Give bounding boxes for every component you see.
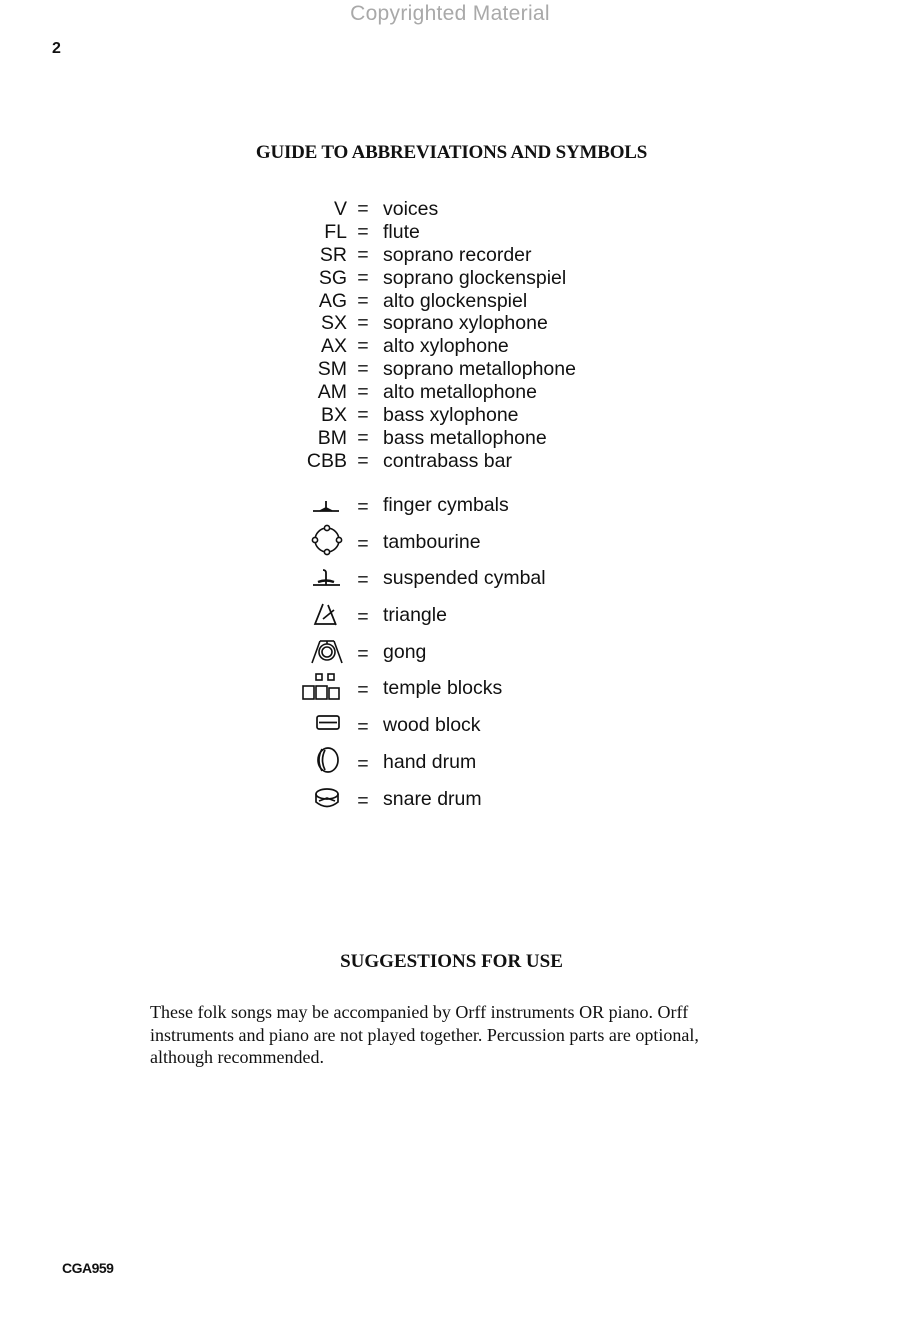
equals-sign: =	[357, 381, 369, 404]
abbreviation-row	[0, 290, 900, 313]
wood-block-icon	[296, 706, 356, 740]
abbreviation-row	[0, 244, 900, 267]
tambourine-icon	[296, 523, 356, 557]
equals-sign: =	[357, 496, 369, 518]
guide-title: GUIDE TO ABBREVIATIONS AND SYMBOLS	[255, 142, 648, 163]
symbol-meaning: tambourine	[383, 530, 481, 553]
equals-sign: =	[357, 198, 369, 220]
abbreviation-row	[0, 404, 900, 427]
abbreviation-code: AX	[320, 335, 347, 358]
suggestions-paragraph	[150, 1001, 790, 1069]
equals-sign: =	[357, 449, 369, 472]
abbreviation-meaning: bass metallophone	[383, 426, 547, 449]
catalog-code: CGA959	[62, 1260, 114, 1276]
triangle-icon	[296, 596, 356, 630]
symbol-row	[0, 524, 900, 561]
symbol-meaning: snare drum	[383, 787, 482, 810]
abbreviation-list	[0, 198, 900, 473]
abbreviation-code: SX	[320, 312, 347, 335]
suspended-cymbal-icon	[296, 559, 356, 593]
symbol-meaning: triangle	[383, 604, 447, 627]
symbol-meaning: temple blocks	[383, 677, 503, 700]
symbol-meaning: hand drum	[383, 750, 477, 773]
symbol-row	[0, 744, 900, 781]
abbreviation-row	[0, 427, 900, 450]
symbol-row	[0, 487, 900, 524]
abbreviation-meaning: soprano glockenspiel	[383, 266, 567, 289]
suggestions-title: SUGGESTIONS FOR USE	[340, 951, 563, 972]
abbreviation-code: SM	[317, 358, 347, 381]
abbreviation-meaning: flute	[383, 220, 420, 243]
abbreviation-row	[0, 358, 900, 381]
abbreviation-meaning: soprano metallophone	[383, 358, 576, 381]
suggestions-line: although recommended.	[150, 1047, 324, 1067]
abbreviation-code: SG	[318, 266, 347, 289]
symbol-row	[0, 597, 900, 634]
suggestions-line: instruments and piano are not played together. Percussion parts are optional,	[150, 1024, 699, 1045]
symbol-meaning: gong	[383, 640, 427, 663]
equals-sign: =	[357, 679, 369, 702]
symbol-meaning: finger cymbals	[383, 494, 509, 516]
temple-blocks-icon	[296, 669, 356, 703]
equals-sign: =	[357, 569, 369, 592]
equals-sign: =	[357, 312, 369, 335]
abbreviation-meaning: contrabass bar	[383, 449, 512, 472]
equals-sign: =	[357, 220, 369, 243]
copyright-watermark: Copyrighted Material	[350, 2, 550, 25]
abbreviation-code: AM	[317, 381, 347, 404]
symbol-row	[0, 560, 900, 597]
symbol-row	[0, 634, 900, 671]
equals-sign: =	[357, 358, 369, 381]
abbreviation-code: BX	[320, 404, 347, 427]
symbol-list	[0, 487, 900, 817]
equals-sign: =	[357, 243, 369, 266]
symbol-row	[0, 670, 900, 707]
abbreviation-code: CBB	[306, 449, 347, 472]
symbol-meaning: suspended cymbal	[383, 567, 546, 590]
symbol-row	[0, 781, 900, 818]
abbreviation-code: BM	[317, 426, 347, 449]
equals-sign: =	[357, 426, 369, 449]
abbreviation-row	[0, 335, 900, 358]
page-number: 2	[52, 40, 61, 57]
abbreviation-code: AG	[318, 289, 347, 312]
finger-cymbals-icon	[296, 486, 356, 520]
abbreviation-meaning: alto metallophone	[383, 381, 537, 404]
gong-icon	[296, 633, 356, 667]
equals-sign: =	[357, 289, 369, 312]
abbreviation-meaning: alto glockenspiel	[383, 289, 528, 312]
snare-drum-icon	[296, 780, 356, 814]
abbreviation-row	[0, 198, 900, 221]
abbreviation-code: SR	[319, 243, 347, 266]
abbreviation-code: V	[333, 198, 347, 220]
equals-sign: =	[357, 606, 369, 629]
abbreviation-row	[0, 381, 900, 404]
suggestions-line: These folk songs may be accompanied by Orff instruments OR piano. Orff	[150, 1002, 689, 1022]
equals-sign: =	[357, 335, 369, 358]
abbreviation-meaning: alto xylophone	[383, 335, 509, 358]
abbreviation-meaning: bass xylophone	[383, 404, 519, 427]
equals-sign: =	[357, 642, 369, 665]
equals-sign: =	[357, 404, 369, 427]
abbreviation-meaning: soprano recorder	[383, 243, 532, 266]
abbreviation-code: FL	[324, 220, 347, 243]
abbreviation-row	[0, 312, 900, 335]
equals-sign: =	[357, 716, 369, 739]
equals-sign: =	[357, 752, 369, 775]
symbol-meaning: wood block	[383, 714, 481, 737]
symbol-row	[0, 707, 900, 744]
abbreviation-row	[0, 267, 900, 290]
equals-sign: =	[357, 266, 369, 289]
hand-drum-icon	[296, 743, 356, 777]
abbreviation-row	[0, 221, 900, 244]
abbreviation-row	[0, 450, 900, 473]
equals-sign: =	[357, 789, 369, 812]
equals-sign: =	[357, 532, 369, 555]
abbreviation-meaning: voices	[383, 198, 439, 220]
abbreviation-meaning: soprano xylophone	[383, 312, 548, 335]
